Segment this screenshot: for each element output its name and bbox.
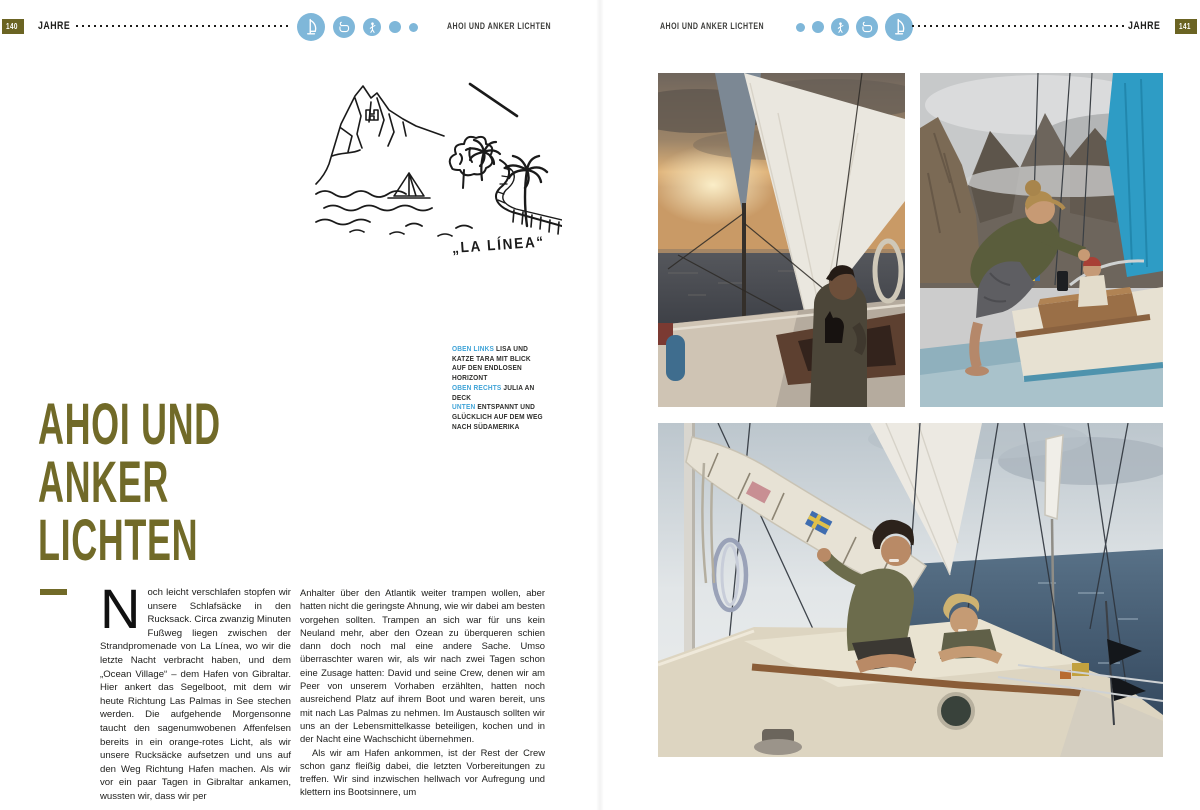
page-fold-seam bbox=[596, 0, 604, 810]
body-column-1: Noch leicht verschlafen stopfen wir unsere Schlafsäcke in den Rucksack. Circa zwanzig Minuten Fußweg liegen zwischen der Strandpromenade von La Línea, wo wir die letzte Nacht verbracht haben, und dem „Ocean Village“ – dem Hafen von Gibraltar. Hier ankert das Segelboot, mit dem wir heute Richtung Las Palmas in See stechen werden. Die aufgehende Morgensonne taucht den sagenumwobenen Affenfelsen bereits in ein orange-rotes Licht, als wir unsere Rucksäcke aufsetzen und uns auf den Weg Richtung Hafen machen. Als wir vor ein paar Tagen in Gibraltar ankamen, wussten wir, dass wir per bbox=[100, 577, 291, 802]
photo-captions: OBEN LINKS LISA UND KATZE TARA MIT BLICK AUF DEN ENDLOSEN HORIZONT OBEN RECHTS JULIA AN DECK UNTEN ENTSPANNT UND GLÜCKLICH AUF DEM WEG NACH SÜDAMERIKA bbox=[452, 344, 543, 431]
small-dot-icon bbox=[796, 23, 805, 32]
illustration-caption: „LA LÍNEA“ bbox=[451, 233, 546, 257]
caption-label: UNTEN bbox=[452, 402, 476, 412]
caption-label: OBEN RECHTS bbox=[452, 382, 502, 392]
photo-crew-happy-on-bow bbox=[658, 423, 1163, 757]
hitchhiker-icon bbox=[363, 18, 381, 36]
header-dotted-line-right bbox=[912, 25, 1128, 27]
photo-julia-on-deck bbox=[920, 73, 1163, 407]
title-dash bbox=[40, 589, 67, 595]
page-number-left: 140 bbox=[2, 19, 24, 34]
small-dot-icon bbox=[409, 23, 418, 32]
body-column-2: Anhalter über den Atlantik weiter trampen wollen, aber hatten nicht die geringste Ahnung, wie wir dabei am besten vorgehen sollten. Trampen an sich war für uns kein Neuland mehr, aber den Ozean zu überqueren schien dann doch noch mal eine andere Sache. Umso überraschter waren wir, als wir nach zwei Tagen schon eine Zusage hatten: David und seine Crew, denen wir am Peer von unserem Vorhaben erzählten, hatten noch ausreichend Platz auf ihrem Boot und waren bereit, uns mit nach Las Palmas zu nehmen. Im Austausch sollten wir uns an der Lebensmittelkasse beteiligen, kochen und in der Nacht eine Wachschicht übernehmen. Als wir am Hafen ankommen, ist der Rest der Crew schon ganz fleißig dabei, die letzten Vorbereitungen zu treffen. Wir sind inzwischen hellwach vor Aufregung und klettern ins Bootsinnere, um bbox=[300, 587, 545, 798]
section-label-right: JAHRE bbox=[1127, 20, 1160, 32]
dot-icon bbox=[389, 21, 401, 33]
photo-lisa-and-cat-sunset bbox=[658, 73, 905, 407]
la-linea-illustration bbox=[310, 76, 562, 238]
header-dotted-line-left bbox=[76, 25, 288, 27]
chapter-icon-row-left bbox=[297, 13, 418, 41]
chapter-icon-row-right bbox=[796, 13, 913, 41]
drop-cap: N bbox=[100, 577, 141, 640]
chapter-title: AHOI UND ANKER LICHTEN bbox=[38, 392, 221, 573]
sail-icon bbox=[885, 13, 913, 41]
chapter-label-left: AHOI UND ANKER LICHTEN bbox=[447, 21, 552, 31]
hitchhiker-icon bbox=[831, 18, 849, 36]
sail-icon bbox=[297, 13, 325, 41]
shaka-hand-icon bbox=[856, 16, 878, 38]
caption-label: OBEN LINKS bbox=[452, 344, 495, 353]
dot-icon bbox=[812, 21, 824, 33]
page-number-right: 141 bbox=[1175, 19, 1197, 34]
shaka-hand-icon bbox=[333, 16, 355, 38]
section-label-left: JAHRE bbox=[38, 20, 71, 32]
chapter-label-right: AHOI UND ANKER LICHTEN bbox=[660, 21, 765, 31]
